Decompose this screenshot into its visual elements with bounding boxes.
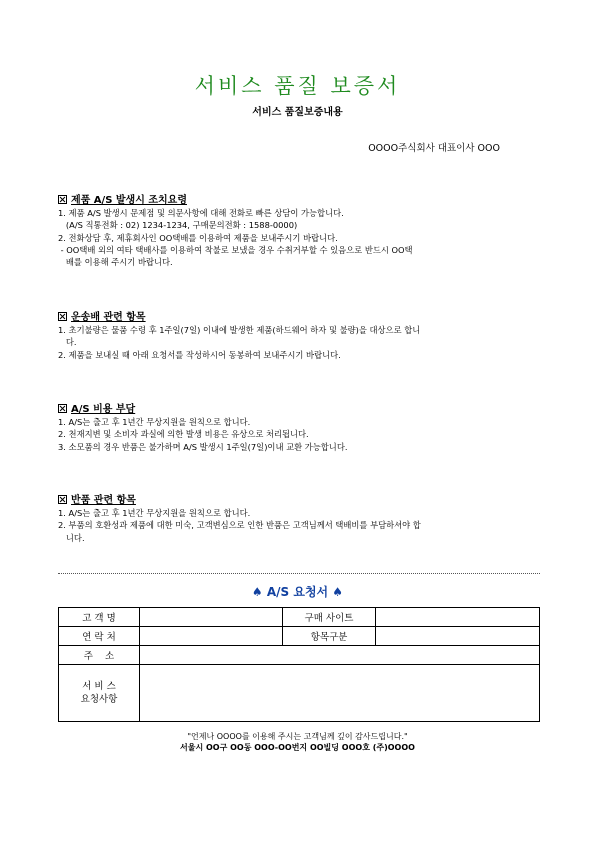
- customer-name-field[interactable]: [140, 608, 283, 627]
- footer-thanks: "언제나 OOOO를 이용해 주시는 고객님께 깊이 감사드립니다.": [187, 732, 408, 741]
- section-body-as-cost: [58, 416, 540, 453]
- dotted-divider: [58, 573, 540, 574]
- checkbox-x-icon: [58, 312, 67, 321]
- contact-label: 연 락 처: [59, 627, 140, 646]
- signature-line: OOOO주식회사 대표이사 OOO: [368, 143, 500, 154]
- as-request-title: ♠ A/S 요청서 ♠: [251, 585, 344, 599]
- section-heading-returns: 반품 관련 항목: [58, 491, 136, 506]
- address-label: 주 소: [59, 646, 140, 665]
- section-body-shipping: [58, 324, 540, 361]
- list-item: 1. 제품 A/S 발생시 문제점 및 의문사항에 대해 전화로 빠른 상담이 가능합니다.: [58, 208, 344, 218]
- category-label: 항목구분: [283, 627, 376, 646]
- list-item: 2. 전화상담 후, 제휴회사인 OO택배를 이용하여 제품을 보내주시기 바랍니다.: [58, 232, 338, 243]
- address-field[interactable]: [140, 646, 540, 665]
- customer-name-label: 고 객 명: [59, 608, 140, 627]
- checkbox-x-icon: [58, 495, 67, 504]
- contact-field[interactable]: [140, 627, 283, 646]
- list-item: 배를 이용해 주시기 바랍니다.: [58, 257, 173, 268]
- list-item: 니다.: [58, 532, 85, 543]
- document-title: 서비스 품질 보증서: [194, 74, 401, 98]
- service-request-field[interactable]: [140, 665, 540, 722]
- section-body-as-procedure: [58, 207, 540, 268]
- list-item: 1. 초기불량은 물품 수령 후 1주일(7일) 이내에 발생한 제품(하드웨어 하자 및 불량)을 대상으로 합니: [58, 325, 421, 335]
- checkbox-x-icon: [58, 404, 67, 413]
- purchase-site-label: 구매 사이트: [283, 608, 376, 627]
- list-item: 2. 부품의 호환성과 제품에 대한 미숙, 고객변심으로 인한 반품은 고객님께서 택배비를 부담하셔야 합: [58, 520, 421, 531]
- document-subtitle: 서비스 품질보증내용: [252, 107, 343, 118]
- list-item: 다.: [58, 337, 77, 348]
- as-request-form: [58, 607, 540, 722]
- service-request-label: 서 비 스 요청사항: [59, 665, 140, 722]
- list-item: 2. 천재지변 및 소비자 과실에 의한 발생 비용은 유상으로 처리됩니다.: [58, 429, 309, 440]
- list-item: 2. 제품을 보내실 때 아래 요청서를 작성하시어 동봉하여 보내주시기 바랍니다.: [58, 349, 341, 360]
- section-heading-as-cost: A/S 비용 부담: [58, 400, 135, 415]
- purchase-site-field[interactable]: [376, 608, 540, 627]
- list-item: 3. 소모품의 경우 반품은 불가하며 A/S 발생시 1주일(7일)이내 교환 가능합니다.: [58, 441, 348, 452]
- list-item: 1. A/S는 출고 후 1년간 무상지원을 원칙으로 합니다.: [58, 417, 251, 427]
- section-heading-as-procedure: 제품 A/S 발생시 조치요령: [58, 191, 187, 206]
- category-field[interactable]: [376, 627, 540, 646]
- list-item: (A/S 직통전화 : 02) 1234-1234, 구매문의전화 : 1588-0000): [58, 220, 298, 231]
- list-item: - OO택배 외의 여타 택배사를 이용하여 착불로 보냈을 경우 수취거부할 수 있음으로 반드시 OO택: [58, 244, 413, 255]
- checkbox-x-icon: [58, 195, 67, 204]
- footer-address: 서울시 OO구 OO동 OOO-OO번지 OO빌딩 OOO호 (주)OOOO: [180, 743, 415, 752]
- section-body-returns: [58, 507, 540, 544]
- section-heading-shipping: 운송배 관련 항목: [58, 308, 146, 323]
- list-item: 1. A/S는 출고 후 1년간 무상지원을 원칙으로 합니다.: [58, 508, 251, 518]
